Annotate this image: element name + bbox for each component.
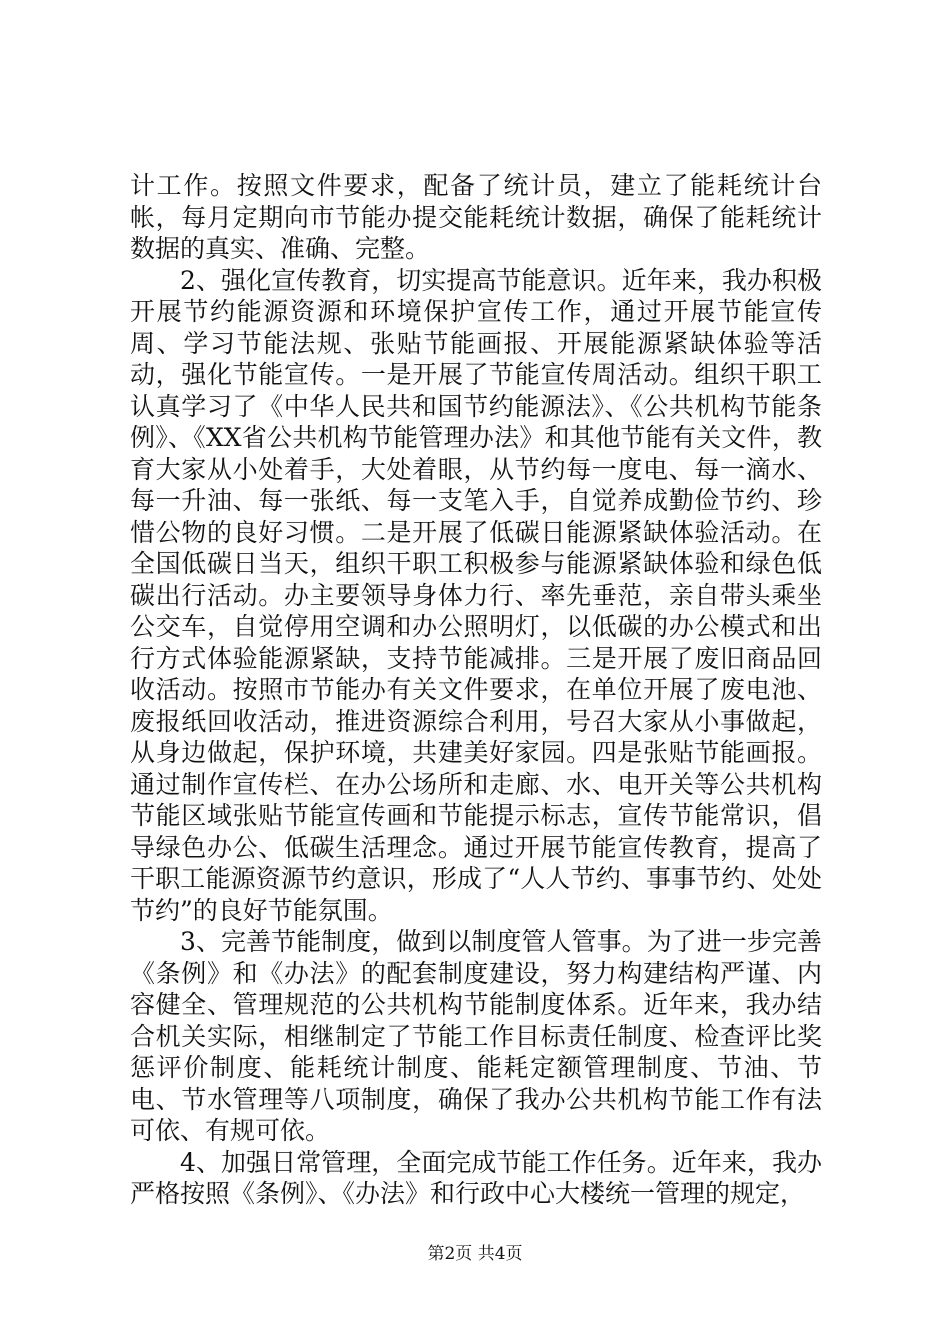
paragraph-continuation: 计工作。按照文件要求，配备了统计员，建立了能耗统计台帐，每月定期向市节能办提交能耗统计数据，确保了能耗统计数据的真实、准确、完整。 (130, 171, 822, 263)
paragraph-energy-system: 3、完善节能制度，做到以制度管人管事。为了进一步完善《条例》和《办法》的配套制度建设，努力构建结构严谨、内容健全、管理规范的公共机构节能制度体系。近年来，我办结合机关实际，相继制定了节能工作目标责任制度、检查评比奖惩评价制度、能耗统计制度、能耗定额管理制度、节油、节电、节水管理等八项制度，确保了我办公共机构节能工作有法可依、有规可依。 (130, 927, 822, 1145)
page-footer: 第2页 共4页 (427, 1244, 523, 1264)
paragraph-daily-management: 4、加强日常管理，全面完成节能工作任务。近年来，我办严格按照《条例》、《办法》和行政中心大楼统一管理的规定， (130, 1147, 822, 1208)
paragraph-publicity-education: 2、强化宣传教育，切实提高节能意识。近年来，我办积极开展节约能源资源和环境保护宣传工作，通过开展节能宣传周、学习节能法规、张贴节能画报、开展能源紧缺体验等活动，强化节能宣传。一是开展了节能宣传周活动。组织干职工认真学习了《中华人民共和国节约能源法》、《公共机构节能条例》、《XX省公共机构节能管理办法》和其他节能有关文件，教育大家从小处着手，大处着眼，从节约每一度电、每一滴水、每一升油、每一张纸、每一支笔入手，自觉养成勤俭节约、珍惜公物的良好习惯。二是开展了低碳日能源紧缺体验活动。在全国低碳日当天，组织干职工积极参与能源紧缺体验和绿色低碳出行活动。办主要领导身体力行、率先垂范，亲自带头乘坐公交车，自觉停用空调和办公照明灯，以低碳的办公模式和出行方式体验能源紧缺，支持节能减排。三是开展了废旧商品回收活动。按照市节能办有关文件要求，在单位开展了废电池、废报纸回收活动，推进资源综合利用，号召大家从小事做起，从身边做起，保护环境，共建美好家园。四是张贴节能画报。通过制作宣传栏、在办公场所和走廊、水、电开关等公共机构节能区域张贴节能宣传画和节能提示标志，宣传节能常识，倡导绿色办公、低碳生活理念。通过开展节能宣传教育，提高了干职工能源资源节约意识，形成了“人人节约、事事节约、处处节约”的良好节能氛围。 (130, 265, 822, 925)
document-body (130, 170, 822, 1210)
